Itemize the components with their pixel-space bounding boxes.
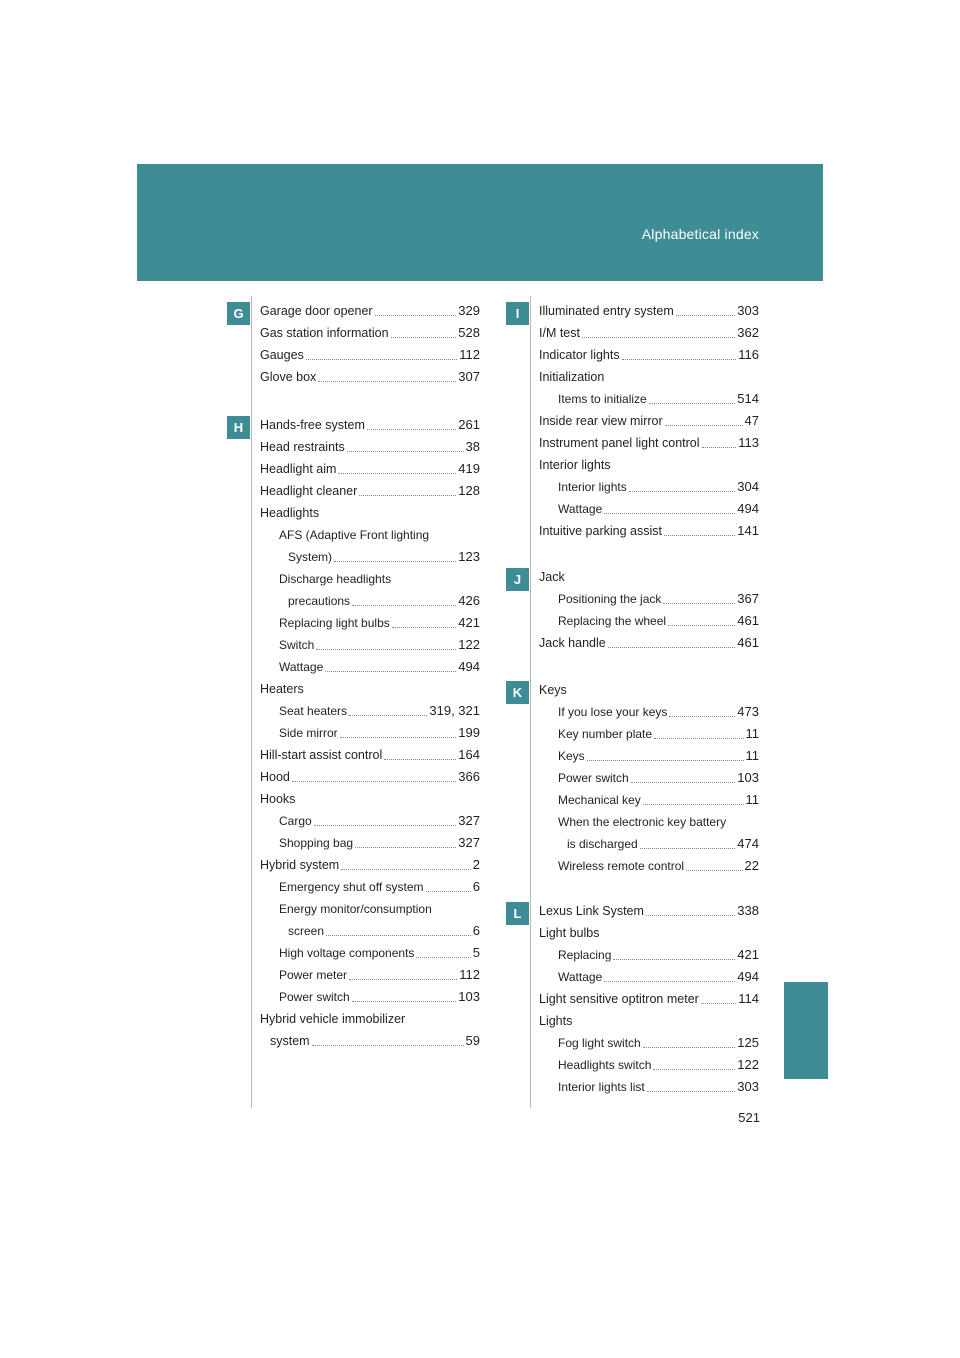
page-number: 521	[738, 1110, 760, 1125]
index-entry-label: Headlights	[260, 506, 320, 520]
index-entry-label: Emergency shut off system	[279, 880, 424, 894]
index-entry[interactable]	[539, 1010, 759, 1032]
index-entry-label: Keys	[539, 683, 567, 697]
index-entry-page: 6	[472, 879, 480, 894]
leader-dots	[649, 402, 736, 404]
index-entry[interactable]	[539, 900, 759, 922]
leader-dots	[359, 494, 456, 496]
leader-dots	[643, 803, 744, 805]
index-entry-page: 123	[458, 549, 480, 564]
column-divider-right	[530, 296, 531, 1108]
index-entry-page: 473	[737, 704, 759, 719]
leader-dots	[338, 472, 456, 474]
index-entry-page: 367	[737, 591, 759, 606]
index-entry-label: Positioning the jack	[558, 592, 662, 606]
leader-dots	[622, 358, 737, 360]
page-title: Alphabetical index	[641, 226, 759, 242]
index-entry[interactable]	[260, 524, 480, 546]
index-entry-page: 164	[458, 747, 480, 762]
index-entry-page: 494	[737, 501, 759, 516]
index-entry[interactable]	[260, 854, 480, 876]
index-entry[interactable]	[260, 986, 480, 1008]
index-entry[interactable]	[260, 788, 480, 810]
index-entry-page: 22	[744, 858, 759, 873]
index-entry[interactable]	[260, 700, 480, 722]
index-entry[interactable]	[260, 810, 480, 832]
index-entry-label: Initialization	[539, 370, 605, 384]
index-entry-page: 366	[458, 769, 480, 784]
index-entry-label: Wattage	[558, 502, 603, 516]
leader-dots	[306, 358, 457, 360]
index-entry-page: 426	[458, 593, 480, 608]
index-entry-label: is discharged	[567, 837, 638, 851]
index-entry-label: Switch	[279, 638, 315, 652]
index-entry[interactable]	[539, 1032, 759, 1054]
index-entry-page: 307	[458, 369, 480, 384]
leader-dots	[392, 626, 457, 628]
index-entry-page: 125	[737, 1035, 759, 1050]
leader-dots	[668, 624, 735, 626]
index-entry-label: Replacing the wheel	[558, 614, 667, 628]
index-entry-label: System)	[288, 550, 333, 564]
index-entry[interactable]	[260, 1008, 480, 1030]
index-entry-label: Mechanical key	[558, 793, 641, 807]
leader-dots	[701, 1002, 736, 1004]
index-entry-page: 112	[459, 967, 480, 982]
index-entry-label: Inside rear view mirror	[539, 414, 663, 428]
index-entry[interactable]	[539, 1054, 759, 1076]
index-entry-label: Headlight cleaner	[260, 484, 358, 498]
index-entry-label: Hybrid system	[260, 858, 340, 872]
leader-dots	[352, 604, 456, 606]
leader-dots	[702, 446, 737, 448]
index-entry-page: 303	[737, 303, 759, 318]
index-entry-page: 419	[458, 461, 480, 476]
index-entry-label: If you lose your keys	[558, 705, 668, 719]
index-entry[interactable]	[539, 322, 759, 344]
leader-dots	[643, 1046, 736, 1048]
leader-dots	[352, 1000, 457, 1002]
section-letter-tab: K	[506, 681, 529, 704]
index-side-tab	[784, 982, 828, 1079]
index-entry-label: Glove box	[260, 370, 317, 384]
index-entry-label: Indicator lights	[539, 348, 620, 362]
index-entry-page: 474	[737, 836, 759, 851]
leader-dots	[426, 890, 471, 892]
index-section	[233, 300, 480, 388]
index-entry-label: Power switch	[558, 771, 629, 785]
index-entry[interactable]	[539, 610, 759, 632]
index-entry-label: Wireless remote control	[558, 859, 685, 873]
index-entry-page: 11	[745, 748, 759, 763]
index-entry-label: Hood	[260, 770, 290, 784]
index-entry[interactable]	[260, 876, 480, 898]
index-entry[interactable]	[260, 1030, 480, 1052]
index-entry[interactable]	[539, 745, 759, 767]
index-entry[interactable]	[260, 322, 480, 344]
index-entry[interactable]	[260, 898, 480, 920]
index-entry-page: 59	[465, 1033, 480, 1048]
index-entry-label: Lights	[539, 1014, 573, 1028]
index-entry-page: 327	[458, 835, 480, 850]
index-entry-page: 6	[472, 923, 480, 938]
leader-dots	[686, 869, 742, 871]
leader-dots	[312, 1044, 464, 1046]
index-entry[interactable]	[260, 942, 480, 964]
index-entry-page: 122	[458, 637, 480, 652]
index-entry[interactable]	[260, 766, 480, 788]
index-entry-label: Jack handle	[539, 636, 606, 650]
index-entry-label: Wattage	[558, 970, 603, 984]
leader-dots	[646, 914, 735, 916]
index-entry[interactable]	[260, 414, 480, 436]
index-section	[233, 414, 480, 1052]
index-entry[interactable]	[539, 767, 759, 789]
index-entry[interactable]	[260, 722, 480, 744]
index-entry[interactable]	[260, 920, 480, 942]
index-entry[interactable]	[539, 855, 759, 877]
index-entry-label: Hands-free system	[260, 418, 365, 432]
index-entry-label: Hill-start assist control	[260, 748, 383, 762]
leader-dots	[314, 824, 457, 826]
leader-dots	[367, 428, 456, 430]
index-entry[interactable]	[260, 436, 480, 458]
index-entry[interactable]	[260, 366, 480, 388]
index-entry[interactable]	[539, 966, 759, 988]
leader-dots	[608, 646, 736, 648]
index-entry[interactable]	[260, 568, 480, 590]
index-entry-page: 514	[737, 391, 759, 406]
index-entry-label: When the electronic key battery	[558, 815, 727, 829]
index-entry[interactable]	[539, 366, 759, 388]
leader-dots	[629, 490, 736, 492]
index-entry[interactable]	[539, 588, 759, 610]
leader-dots	[340, 736, 457, 738]
index-section	[512, 679, 759, 877]
leader-dots	[325, 670, 456, 672]
index-entry[interactable]	[539, 498, 759, 520]
index-entry[interactable]	[260, 546, 480, 568]
index-entry[interactable]	[539, 922, 759, 944]
leader-dots	[326, 934, 471, 936]
index-entry-page: 141	[737, 523, 759, 538]
index-entry-page: 47	[744, 413, 759, 428]
leader-dots	[653, 1068, 735, 1070]
leader-dots	[318, 380, 456, 382]
leader-dots	[384, 758, 456, 760]
index-entry[interactable]	[260, 656, 480, 678]
index-entry[interactable]	[539, 988, 759, 1010]
index-entry-page: 112	[459, 347, 480, 362]
leader-dots	[582, 336, 735, 338]
index-entry-page: 304	[737, 479, 759, 494]
index-section	[513, 566, 759, 654]
index-entry-page: 338	[737, 903, 759, 918]
index-entry-page: 494	[737, 969, 759, 984]
index-entry-label: Seat heaters	[279, 704, 348, 718]
index-entry[interactable]	[260, 502, 480, 524]
index-entry-page: 122	[737, 1057, 759, 1072]
index-entry-page: 199	[458, 725, 480, 740]
index-entry-label: Jack	[539, 570, 565, 584]
index-entry-page: 362	[737, 325, 759, 340]
index-entry[interactable]	[260, 344, 480, 366]
index-entry-page: 11	[745, 792, 759, 807]
index-section	[515, 300, 759, 542]
section-letter-tab: I	[506, 302, 529, 325]
leader-dots	[416, 956, 470, 958]
index-entry-label: precautions	[288, 594, 351, 608]
index-entry-page: 494	[458, 659, 480, 674]
leader-dots	[665, 424, 743, 426]
index-entry-label: Discharge headlights	[279, 572, 392, 586]
index-entry-page: 113	[738, 435, 759, 450]
index-entry[interactable]	[260, 300, 480, 322]
index-entry-label: Replacing	[558, 948, 612, 962]
index-entry-label: Garage door opener	[260, 304, 373, 318]
index-entry-label: I/M test	[539, 326, 580, 340]
leader-dots	[349, 978, 457, 980]
index-entry[interactable]	[539, 723, 759, 745]
index-entry[interactable]	[539, 476, 759, 498]
leader-dots	[663, 602, 735, 604]
index-entry-label: AFS (Adaptive Front lighting	[279, 528, 430, 542]
index-entry-page: 461	[737, 635, 759, 650]
leader-dots	[647, 1090, 736, 1092]
index-entry-page: 421	[737, 947, 759, 962]
index-entry[interactable]	[260, 964, 480, 986]
index-entry[interactable]	[539, 520, 759, 542]
index-entry-page: 528	[458, 325, 480, 340]
index-entry-label: Replacing light bulbs	[279, 616, 390, 630]
index-entry-page: 114	[738, 991, 759, 1006]
index-entry-label: Cargo	[279, 814, 312, 828]
index-entry-label: Shopping bag	[279, 836, 354, 850]
index-section	[513, 900, 759, 1098]
index-entry-label: Interior lights	[558, 480, 627, 494]
leader-dots	[631, 781, 736, 783]
index-entry-label: Wattage	[279, 660, 324, 674]
leader-dots	[334, 560, 456, 562]
index-entry-label: Lexus Link System	[539, 904, 644, 918]
index-entry-page: 128	[458, 483, 480, 498]
index-entry-page: 329	[458, 303, 480, 318]
leader-dots	[669, 715, 735, 717]
index-entry[interactable]	[260, 458, 480, 480]
index-entry-label: Items to initialize	[558, 392, 647, 406]
header-band	[137, 164, 823, 281]
index-entry-page: 116	[738, 347, 759, 362]
index-entry-page: 5	[472, 945, 480, 960]
leader-dots	[654, 737, 743, 739]
index-entry-label: Gauges	[260, 348, 304, 362]
index-entry[interactable]	[539, 632, 759, 654]
index-entry[interactable]	[539, 833, 759, 855]
index-entry[interactable]	[260, 634, 480, 656]
index-entry[interactable]	[260, 744, 480, 766]
index-entry-page: 261	[458, 417, 480, 432]
index-entry-label: High voltage components	[279, 946, 415, 960]
leader-dots	[664, 534, 735, 536]
index-entry[interactable]	[539, 1076, 759, 1098]
index-entry[interactable]	[260, 480, 480, 502]
index-entry[interactable]	[539, 701, 759, 723]
leader-dots	[604, 980, 735, 982]
index-entry-page: 303	[737, 1079, 759, 1094]
leader-dots	[391, 336, 457, 338]
index-entry-page: 2	[472, 857, 480, 872]
index-entry[interactable]	[260, 832, 480, 854]
section-letter-tab: J	[506, 568, 529, 591]
index-entry-label: Energy monitor/consumption	[279, 902, 432, 916]
index-entry-page: 103	[737, 770, 759, 785]
index-entry-label: Gas station information	[260, 326, 389, 340]
leader-dots	[676, 314, 736, 316]
index-entry[interactable]	[539, 944, 759, 966]
leader-dots	[349, 714, 427, 716]
leader-dots	[292, 780, 456, 782]
index-entry-label: Headlight aim	[260, 462, 337, 476]
leader-dots	[613, 958, 735, 960]
index-entry-label: Key number plate	[558, 727, 653, 741]
index-entry[interactable]	[539, 566, 759, 588]
index-entry-page: 319, 321	[429, 703, 480, 718]
index-entry[interactable]	[260, 612, 480, 634]
index-entry-label: system	[270, 1034, 310, 1048]
index-entry[interactable]	[539, 789, 759, 811]
index-entry-label: Light sensitive optitron meter	[539, 992, 699, 1006]
index-entry-page: 461	[737, 613, 759, 628]
index-entry-label: Keys	[558, 749, 585, 763]
index-entry-label: Hooks	[260, 792, 296, 806]
section-letter-tab: G	[227, 302, 250, 325]
index-entry-label: Instrument panel light control	[539, 436, 700, 450]
section-letter-tab: L	[506, 902, 529, 925]
index-entry[interactable]	[539, 344, 759, 366]
section-letter-tab: H	[227, 416, 250, 439]
index-entry-label: Light bulbs	[539, 926, 600, 940]
index-entry[interactable]	[539, 300, 759, 322]
index-entry-label: Head restraints	[260, 440, 345, 454]
index-entry-label: Heaters	[260, 682, 304, 696]
index-entry[interactable]	[539, 811, 759, 833]
index-entry[interactable]	[539, 679, 759, 701]
index-entry[interactable]	[260, 590, 480, 612]
index-entry-label: Interior lights list	[558, 1080, 645, 1094]
leader-dots	[316, 648, 456, 650]
index-entry[interactable]	[539, 432, 759, 454]
index-entry-label: Intuitive parking assist	[539, 524, 662, 538]
leader-dots	[355, 846, 456, 848]
index-entry-label: Headlights switch	[558, 1058, 652, 1072]
leader-dots	[587, 759, 744, 761]
index-entry-label: Fog light switch	[558, 1036, 641, 1050]
index-entry-label: screen	[288, 924, 325, 938]
index-entry-label: Side mirror	[279, 726, 338, 740]
index-entry-page: 38	[465, 439, 480, 454]
index-entry-page: 421	[458, 615, 480, 630]
leader-dots	[375, 314, 457, 316]
index-entry-label: Hybrid vehicle immobilizer	[260, 1012, 406, 1026]
index-entry-label: Illuminated entry system	[539, 304, 674, 318]
leader-dots	[604, 512, 735, 514]
index-entry-page: 11	[745, 726, 759, 741]
index-entry-label: Power meter	[279, 968, 348, 982]
index-entry[interactable]	[539, 454, 759, 476]
leader-dots	[347, 450, 464, 452]
index-entry[interactable]	[260, 678, 480, 700]
index-entry-label: Power switch	[279, 990, 350, 1004]
index-entry[interactable]	[539, 388, 759, 410]
leader-dots	[640, 847, 736, 849]
index-entry[interactable]	[539, 410, 759, 432]
leader-dots	[341, 868, 471, 870]
index-entry-page: 327	[458, 813, 480, 828]
column-divider-left	[251, 296, 252, 1108]
index-entry-label: Interior lights	[539, 458, 611, 472]
index-entry-page: 103	[458, 989, 480, 1004]
